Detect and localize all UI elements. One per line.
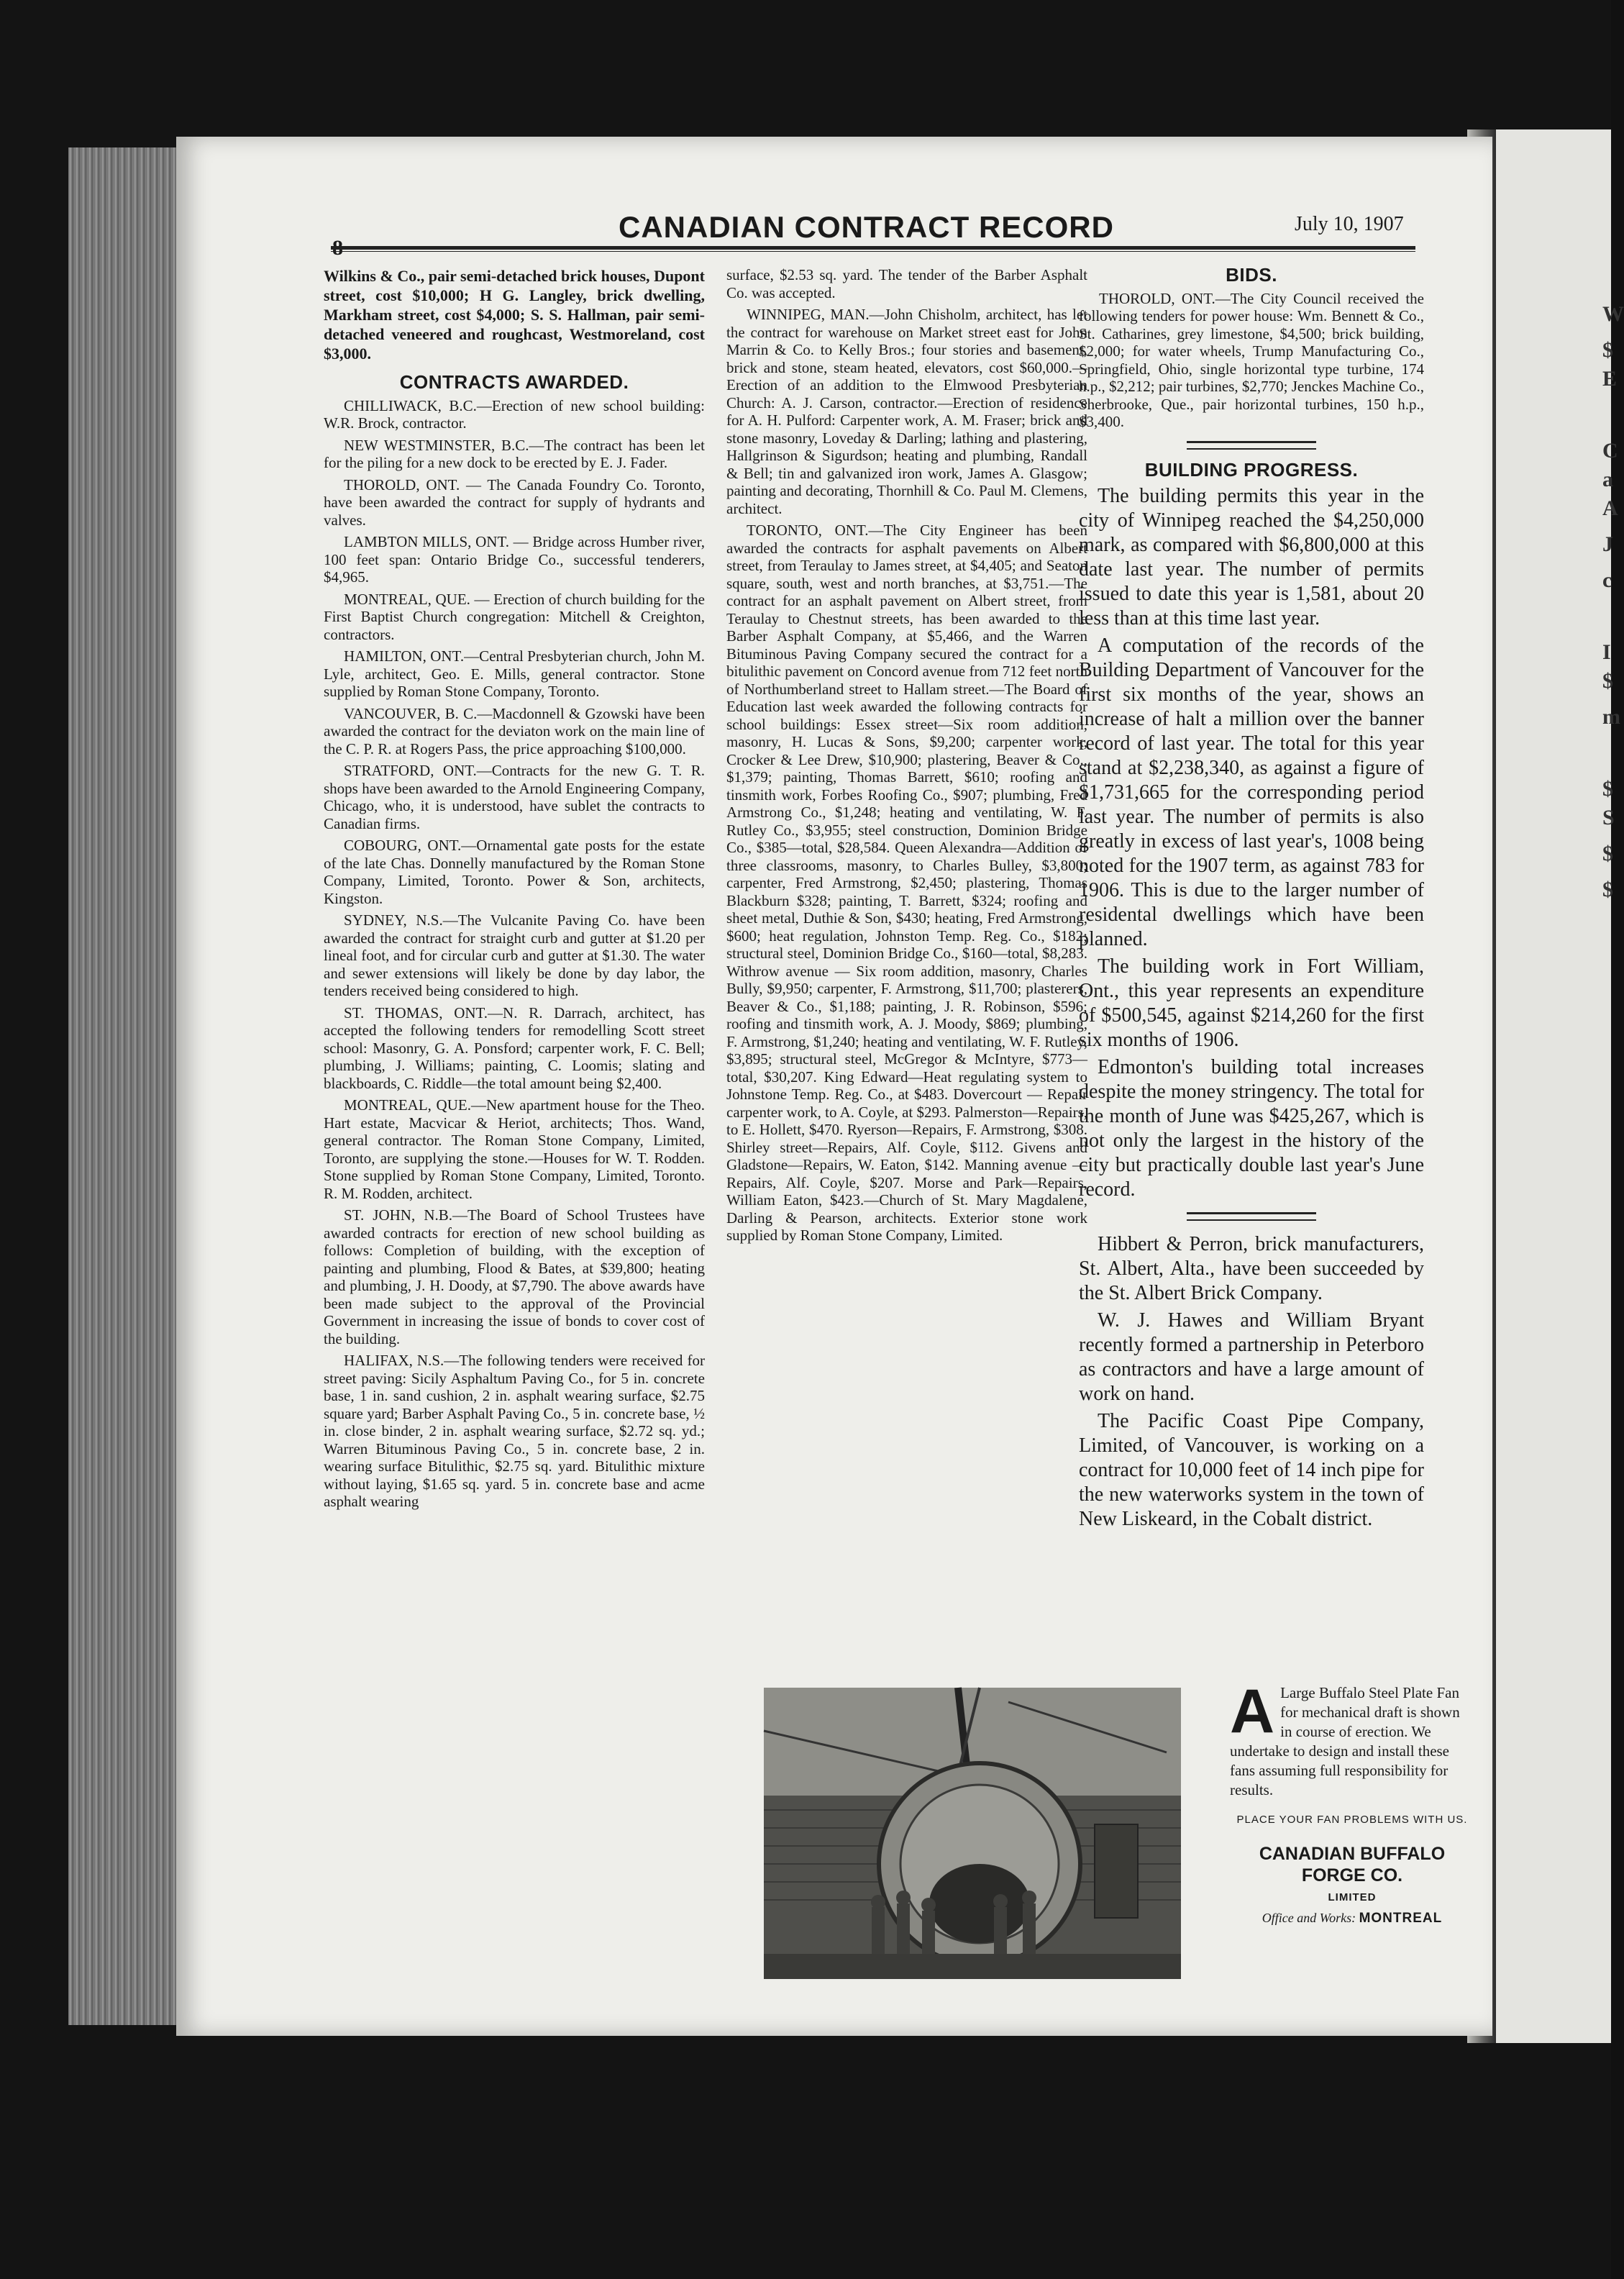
facing-page-fragment: E <box>1602 367 1618 391</box>
note-paragraph: The Pacific Coast Pipe Company, Limited, of Vancouver, is working on a contract for 10,000 feet of 14 inch pipe for the new waterworks system in the town of New Liskeard, in the Cobalt district. <box>1079 1410 1424 1530</box>
contract-item: MONTREAL, QUE.—New apartment house for the Theo. Hart estate, Macvicar & Heriot, architects; Thos. Wand, general contractor. The Roman Stone Company, Limited, Toronto, are supplying the stone.—Houses for W. T. Rodden. Stone supplied by Roman Stone Company, Limited, Toronto. R. M. Rodden, architect. <box>324 1096 705 1202</box>
contract-item: WINNIPEG, MAN.—John Chisholm, architect, has let the contract for warehouse on Market street east for John Marrin & Co. to Kelly Bros.; four stories and basement, brick and stone, steam heated, elevators, cost $60,000.—Erection of an addition to the Elmwood Presbyterian Church: A. J. Carson, contractor.—Erection of residence for A. H. Pulford: Carpenter work, A. M. Fraser; brick and stone masonry, Loveday & Darling; lathing and plastering, Hallgrinson & Sigurdson; heating and plumbing, Randall & Bell; tin and galvanized iron work, James A. Glasgow; painting and decorating, Thornhill & Co. Paul M. Clemens, architect. <box>726 306 1087 517</box>
facing-page-fragment: A <box>1602 496 1618 520</box>
contract-item: HAMILTON, ONT.—Central Presbyterian church, John M. Lyle, architect, Geo. E. Mills, general contractor. Stone supplied by Roman Stone Company, Toronto. <box>324 647 705 700</box>
note-paragraph: W. J. Hawes and William Bryant recently formed a partnership in Peterboro as contractors and have a large amount of work on hand. <box>1079 1309 1424 1405</box>
drop-cap: A <box>1230 1677 1275 1746</box>
section-divider <box>1187 1212 1316 1221</box>
contract-item: MONTREAL, QUE. — Erection of church building for the First Baptist Church congregation: Mitchell & Creighton, contractors. <box>324 590 705 643</box>
bids-text: THOROLD, ONT.—The City Council received the following tenders for power house: Wm. Bennett & Co., St. Catharines, grey limestone, $4,500; brick building, $2,000; for water wheels, Trump Manufacturing Co., Springfield, Ohio, single horizontal type turbine, 174 h.p., $2,212; pair turbines, $2,770; Jenckes Machine Co., Sherbrooke, Que., pair horizontal turbines, 150 h.p., $3,400. <box>1079 289 1425 430</box>
contract-item: HALIFAX, N.S.—The following tenders were received for street paving: Sicily Asphaltum Paving Co., for 5 in. concrete base, 1 in. sand cushion, 2 in. asphalt wearing surface, $2.75 square yard; Barber Asphalt Paving Co., 5 in. concrete base, ½ in. close binder, 2 in. asphalt wearing surface, $2.72 sq. yd.; Warren Bituminous Paving Co., 5 in. concrete base, 2 in. wearing surface Bitulithic, $2.75 sq. yard. Bitulithic mixture without laying, $1.65 sq. yard. 5 in. concrete base and acme asphalt wearing <box>324 1352 705 1510</box>
facing-page-fragment: I <box>1602 640 1611 664</box>
note-paragraph: Hibbert & Perron, brick manufacturers, St. Albert, Alta., have been succeeded by the St. Albert Brick Company. <box>1079 1233 1424 1304</box>
building-progress-body <box>1079 484 1424 1202</box>
bids-heading: BIDS. <box>1226 264 1277 286</box>
section-divider <box>1187 441 1316 450</box>
facing-page-fragment: C <box>1602 439 1618 463</box>
issue-date: July 10, 1907 <box>1295 213 1404 235</box>
page-number: 8 <box>332 236 343 260</box>
contract-item: ST. THOMAS, ONT.—N. R. Darrach, architect, has accepted the following tenders for remodelling Scott street school: Masonry, G. A. Ponsford; carpenter work, F. C. Bell; plumbing, J. Williams; painting, C. Loomis; slating and blackboards, C. Riddle—the total amount being $2,400. <box>324 1004 705 1092</box>
contract-item: TORONTO, ONT.—The City Engineer has been awarded the contracts for asphalt pavements on Albert street, from Teraulay to James street, at $4,405; and Seaton square, south, west and north branches, at $3,751.—The contract for an asphalt pavement on Albert street, from Teraulay to Chestnut streets, has been awarded to the Barber Asphalt Company, at $5,466, and the Warren Bituminous Paving Company secured the contract for a bitulithic pavement on Concord avenue from 712 feet north of Northumberland street to Hallam street.—The Board of Education last week awarded the following contracts for school buildings: Essex street—Six room addition, masonry, H. Lucas & Sons, $9,200; carpenter work, Crocker & Lee Drew, $10,900; plastering, Beaver & Co., $1,379; painting, Thomas Barrett, $610; roofing and tinsmith work, Forbes Roofing Co., $907; plumbing, Fred Armstrong Co., $1,248; heating and ventilating, W. F. Rutley Co., $3,955; steel construction, Dominion Bridge Co., $385—total, $28,584. Queen Alexandra—Addition of three classrooms, masonry, to Charles Bulley, $3,800; carpenter, Fred Armstrong, $2,450; plastering, Thomas Blackburn $328; painting, T. Barrett, $324; roofing and sheet metal, Duthie & Son, $430; heating, Fred Armstrong, $600; heat regulation, Johnston Temp. Reg. Co., $182; structural steel, Dominion Bridge Co., $160—total, $8,283. Withrow avenue — Six room addition, masonry, Charles Bully, $9,950; carpenter, F. Armstrong, $11,700; plasterers, Beaver & Co., $1,188; painting, J. R. Robinson, $596; roofing and tinsmith work, A. J. Moody, $869; plumbing, F. Armstrong, $1,240; heating and ventilating, W. F. Rutley, $3,895; structural steel, McGregor & McIntyre, $773—total, $30,207. King Edward—Heat regulating system to Johnstone Temp. Reg. Co., at $483. Dovercourt — Repair carpenter work, to A. Coyle, at $293. Palmerston—Repairs, to E. Hollett, $470. Ryerson—Repairs, F. Armstrong, $308. Shirley street—Repairs, Alf. Coyle, $112. Givens and Gladstone—Repairs, W. Eaton, $142. Manning avenue — Repairs, Alf. Coyle, $207. Morse and Park—Repairs, William Eaton, $423.—Church of St. Mary Magdalene, Darling & Pearson, architects. Exterior stone work supplied by Roman Stone Company, Limited. <box>726 522 1087 1244</box>
facing-page-fragment: S <box>1602 806 1615 829</box>
advert-copy <box>1230 1677 1474 1928</box>
column-1 <box>324 266 705 1515</box>
contract-item: LAMBTON MILLS, ONT. — Bridge across Humber river, 100 feet span: Ontario Bridge Co., successful tenderers, $4,965. <box>324 533 705 586</box>
publication-title: CANADIAN CONTRACT RECORD <box>619 210 1114 244</box>
book-page-edges <box>68 147 176 2025</box>
facing-page-fragment: $ <box>1602 669 1613 693</box>
facing-page-fragment: $ <box>1602 842 1613 865</box>
facing-page-fragment: W <box>1602 302 1624 326</box>
lead-paragraph: Wilkins & Co., pair semi-detached brick houses, Dupont street, cost $10,000; H G. Langley, brick dwelling, Markham street, cost $4,000; S. S. Hallman, pair semi-detached veneered and roughcast, Westmoreland, cost $3,000. <box>324 267 705 363</box>
facing-page-fragment: $ <box>1602 777 1613 801</box>
contract-item: NEW WESTMINSTER, B.C.—The contract has been let for the piling for a new dock to be erected by E. J. Fader. <box>324 436 705 471</box>
building-progress-heading: BUILDING PROGRESS. <box>1144 458 1359 481</box>
facing-page-fragment: $ <box>1602 878 1613 901</box>
header-rule <box>331 246 1415 252</box>
contract-item: SYDNEY, N.S.—The Vulcanite Paving Co. have been awarded the contract for straight curb and gutter at $1.20 per lineal foot, and for circular curb and gutter at $1.30. The water and sewer extensions will likely be done by day labor, the tenders received being considered to high. <box>324 911 705 999</box>
notes-body <box>1079 1232 1424 1532</box>
contract-item: CHILLIWACK, B.C.—Erection of new school building: W.R. Brock, contractor. <box>324 396 705 432</box>
fan-photo-illustration <box>764 1688 1181 1979</box>
advert-tagline: PLACE YOUR FAN PROBLEMS WITH US. <box>1236 1814 1468 1826</box>
office-city: MONTREAL <box>1359 1911 1443 1926</box>
contracts-awarded-heading: CONTRACTS AWARDED. <box>399 371 629 393</box>
advert-body: Large Buffalo Steel Plate Fan for mechanical draft is shown in course of erection. We undertake to design and install these fans assuming full responsibility for results. <box>1230 1684 1460 1798</box>
continued-paragraph: surface, $2.53 sq. yard. The tender of the Barber Asphalt Co. was accepted. <box>726 266 1087 301</box>
facing-page <box>1495 129 1624 2043</box>
company-name: CANADIAN BUFFALO FORGE CO. <box>1259 1844 1446 1885</box>
progress-paragraph: A computation of the records of the Building Department of Vancouver for the first six months of the year, shows an increase of halt a million over the banner record of last year. The total for this year stand at $2,238,340, as against a figure of $1,731,665 for the corresponding period last year. The number of permits is also greatly in excess of last year's, 1008 being noted for the 1907 term, as against 783 for 1906. This is due to the larger number of residental dwellings which have been planned. <box>1079 634 1424 950</box>
progress-paragraph: The building work in Fort William, Ont., this year represents an expenditure of $500,545, against $214,260 for the first six months of 1906. <box>1079 955 1424 1051</box>
column-2 <box>726 266 1087 1249</box>
facing-page-fragment: $ <box>1602 338 1613 362</box>
contract-item: THOROLD, ONT. — The Canada Foundry Co. Toronto, have been awarded the contract for supply of hydrants and valves. <box>324 476 705 529</box>
office-label: Office and Works: <box>1262 1911 1356 1925</box>
company-limited: LIMITED <box>1328 1891 1377 1903</box>
buffalo-forge-advertisement <box>734 1677 1468 1985</box>
contract-item: STRATFORD, ONT.—Contracts for the new G. T. R. shops have been awarded to the Arnold Engineering Company, Chicago, who, it is understood, have sublet the contracts to Canadian firms. <box>324 762 705 832</box>
progress-paragraph: The building permits this year in the city of Winnipeg reached the $4,250,000 mark, as compared with $6,800,000 at this date last year. The number of permits issued to date this year is 1,581, about 20 less than at this time last year. <box>1079 485 1424 629</box>
facing-page-fragment: a <box>1602 468 1613 491</box>
column-3 <box>1079 266 1424 1534</box>
contract-item: VANCOUVER, B. C.—Macdonnell & Gzowski have been awarded the contract for the deviaton work on the main line of the C. P. R. at Rogers Pass, the price approaching $100,000. <box>324 704 705 758</box>
office-line <box>1230 1909 1474 1928</box>
facing-page-fragment: J <box>1602 532 1613 556</box>
fan-erection-photo <box>764 1688 1181 1979</box>
progress-paragraph: Edmonton's building total increases despite the money stringency. The total for the month of June was $425,267, which is not only the largest in the history of the city but practically double last year's June record. <box>1079 1056 1424 1201</box>
contract-item: ST. JOHN, N.B.—The Board of School Trustees have awarded contracts for erection of new school building as follows: Completion of building, with the exception of painting and plumbing, Flood & Bates, at $39,800; heating and plumbing, J. H. Doody, at $7,790. The above awards have been made subject to the approval of the Provincial Government in increasing the issue of bonds to cover cost of the building. <box>324 1206 705 1347</box>
facing-page-fragment: m <box>1602 705 1620 729</box>
contract-item: COBOURG, ONT.—Ornamental gate posts for the estate of the late Chas. Donnelly manufactured by the Roman Stone Company, Limited, Toronto. Power & Son, architects, Kingston. <box>324 837 705 907</box>
facing-page-fragment: c <box>1602 568 1612 592</box>
